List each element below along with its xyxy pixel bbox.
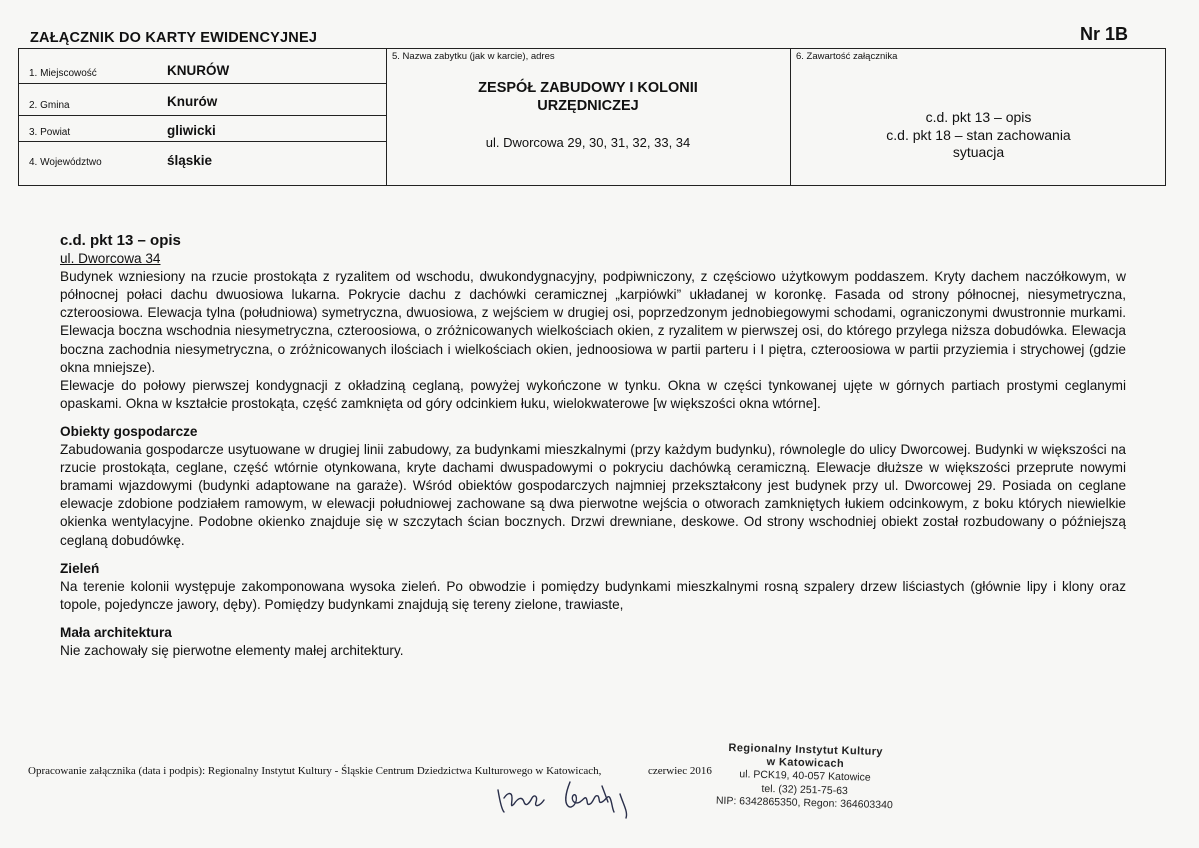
document-title: ZAŁĄCZNIK DO KARTY EWIDENCYJNEJ bbox=[30, 30, 318, 46]
stamp-line-5: NIP: 6342865350, Regon: 364603340 bbox=[715, 794, 893, 812]
signature-icon bbox=[490, 772, 650, 822]
document-number: Nr 1B bbox=[1080, 24, 1129, 44]
description-paragraph-1: Budynek wzniesiony na rzucie prostokąta z ryzalitem od wschodu, dwukondygnacyjny, podpiwniczony, z częściowo użytkowym poddaszem. Kryty dachem naczółkowym, w północnej połaci dachu dwuosiowa lukarna. Pokrycie dachu z dachówki ceramicznej „karpiówki” układanej w koronkę. Fasada od strony północnej, niesymetryczna, czteroosiowa. Elewacja tylna (południowa) symetryczna, dwuosiowa, z wejściem w drugiej osi, poprzedzonym jednobiegowymi schodami, ograniczonymi dwustronnie murkami. Elewacja boczna wschodnia niesymetryczna, czteroosiowa, o zróżnicowanych wielkościach okien, z ryzalitem w pierwszej osi, do którego przylega niższa dobudówka. Elewacja boczna zachodnia niesymetryczna, o zróżnicowanych ilościach i wielkościach okien, jednoosiowa w partii parteru i I piętra, czteroosiowa w partii przyziemia i strychowej (gdzie okna mniejsze). bbox=[60, 269, 1126, 375]
stamp-line-2: w Katowicach bbox=[766, 756, 845, 771]
row-divider-2 bbox=[19, 115, 386, 116]
locality-value: KNURÓW bbox=[167, 63, 230, 78]
address-heading: ul. Dworcowa 34 bbox=[60, 251, 161, 267]
contents-label: 6. Zawartość załącznika bbox=[796, 51, 898, 62]
monument-name-line1: ZESPÓŁ ZABUDOWY I KOLONII bbox=[478, 80, 698, 96]
stamp-line-3: ul. PCK19, 40-057 Katowice bbox=[739, 768, 871, 785]
row-divider-1 bbox=[19, 83, 386, 84]
farm-buildings-text: Zabudowania gospodarcze usytuowane w drugiej linii zabudowy, za budynkami mieszkalnymi (przy każdym budynku), równolegle do ulicy Dworcowej. Budynki w większości na rzucie prostokąta, ceglane, część wtórnie otynkowana, kryte dachami dwuspadowymi o pokryciu dachówką ceramiczną. Elewacje dłuższe w większości przeprute nowymi bramami wjazdowymi (budynki adaptowane na garaże). Wśród obiektów gospodarczych najmniej przekształcony jest budynek przy ul. Dworcowej 29. Posiada on ceglane elewacje zdobione podziałem ramowym, w elewacji południowej zachowane są dwa pierwotne wejścia o otworach zamkniętych łukiem odcinkowym, z boku których niewielkie okienka wentylacyjne. Podobne okienko znajduje się w szczytach ścian bocznych. Drzwi drewniane, deskowe. Od strony wschodniej obiekt został rozbudowany o późniejszą ceglaną dobudówkę. bbox=[60, 442, 1126, 548]
divider-left bbox=[386, 49, 387, 185]
commune-value: Knurów bbox=[167, 94, 218, 109]
institution-stamp bbox=[709, 742, 901, 813]
district-value: gliwicki bbox=[167, 123, 216, 138]
document-body bbox=[60, 232, 1126, 660]
monument-address: ul. Dworcowa 29, 30, 31, 32, 33, 34 bbox=[485, 135, 691, 150]
small-architecture-heading: Mała architektura bbox=[60, 624, 172, 640]
contents-text bbox=[790, 109, 1167, 162]
description-paragraph-2: Elewacje do połowy pierwszej kondygnacji z okładziną ceglaną, powyżej wykończone w tynku. Okna w części tynkowanej ujęte w górnych partiach prostymi ceglanymi opaskami. Okna w kształcie prostokąta, część zamknięta od góry odcinkiem łuku, wielokwaterowe [w większości okna wtórne]. bbox=[60, 377, 1126, 411]
stamp-line-1: Regionalny Instytut Kultury bbox=[728, 741, 884, 759]
small-architecture-text: Nie zachowały się pierwotne elementy małej architektury. bbox=[60, 642, 404, 658]
district-label: 3. Powiat bbox=[29, 127, 71, 138]
monument-name-line2: URZĘDNICZEJ bbox=[537, 98, 639, 114]
contents-line2: c.d. pkt 18 – stan zachowania bbox=[886, 126, 1071, 143]
prepared-by-label: Opracowanie załącznika (data i podpis): Regionalny Instytut Kultury - Śląskie Centrum Dziedzictwa Kulturowego w Katowicach, bbox=[28, 765, 602, 777]
commune-label: 2. Gmina bbox=[29, 100, 70, 111]
farm-buildings-heading: Obiekty gospodarcze bbox=[60, 423, 198, 439]
contents-line3: sytuacja bbox=[952, 144, 1005, 160]
row-divider-3 bbox=[19, 141, 386, 142]
greenery-text: Na terenie kolonii występuje zakomponowana wysoka zieleń. Po obwodzie i pomiędzy budynkami mieszkalnymi rosną szpalery drzew liściastych (głównie lipy i klony oraz topole, pojedyncze jawory, dęby). Pomiędzy budynkami znajdują się tereny zielone, trawiaste, bbox=[60, 578, 1126, 612]
prepared-date: czerwiec 2016 bbox=[648, 765, 712, 777]
contents-line1: c.d. pkt 13 – opis bbox=[925, 109, 1032, 125]
province-label: 4. Województwo bbox=[29, 157, 102, 168]
stamp-line-4: tel. (32) 251-75-63 bbox=[761, 782, 848, 797]
monument-label: 5. Nazwa zabytku (jak w karcie), adres bbox=[392, 51, 555, 62]
handwritten-signature bbox=[490, 772, 650, 827]
section-heading-description: c.d. pkt 13 – opis bbox=[60, 232, 181, 249]
greenery-heading: Zieleń bbox=[60, 560, 100, 576]
province-value: śląskie bbox=[167, 153, 213, 168]
monument-name bbox=[386, 79, 790, 115]
locality-label: 1. Miejscowość bbox=[29, 68, 97, 79]
header-box bbox=[18, 48, 1166, 186]
